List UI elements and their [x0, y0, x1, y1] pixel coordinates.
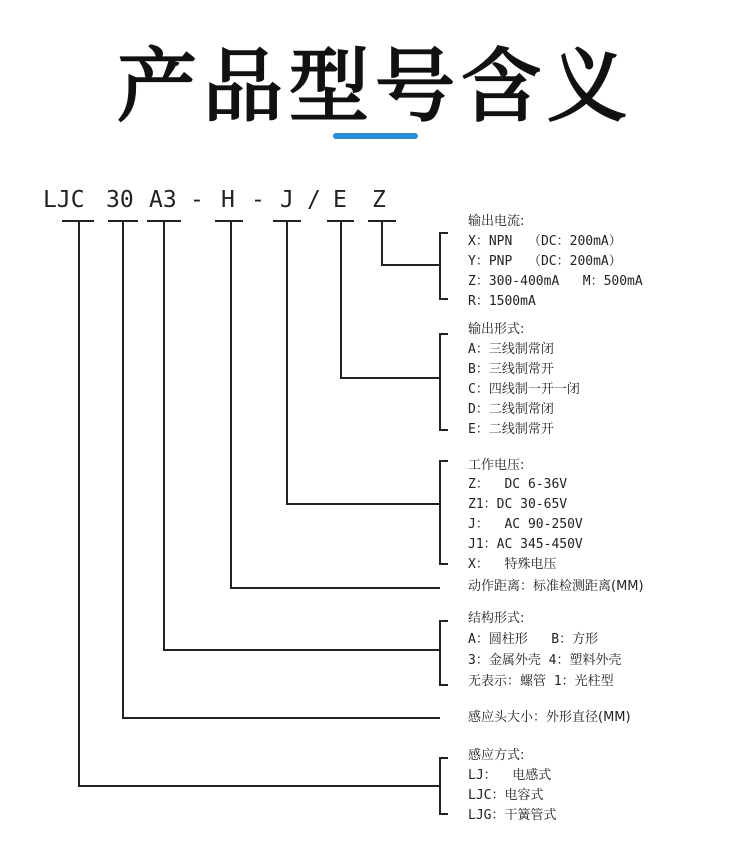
code-segment-output-current: Z — [372, 187, 386, 213]
connector-drop-output-form — [340, 220, 342, 378]
title-underline-bar — [333, 133, 418, 139]
connector-drop-ljc — [78, 220, 80, 786]
item-sensing-mode: LJ： 电感式 — [468, 768, 552, 783]
connector-drop-distance — [230, 220, 232, 588]
item-output-current: Y：PNP （DC：200mA） — [468, 254, 622, 269]
item-working-voltage: X： 特殊电压 — [468, 557, 557, 572]
item-structure: 无表示：螺管 1：光柱型 — [468, 674, 614, 689]
item-output-current: X：NPN （DC：200mA） — [468, 234, 622, 249]
connector-run-voltage — [286, 503, 440, 505]
bracket-tick — [439, 684, 448, 686]
code-segment-size: 30 — [106, 187, 134, 213]
connector-run-size — [122, 717, 440, 719]
item-output-form: C：四线制一开一闭 — [468, 382, 580, 397]
bracket-structure — [439, 620, 441, 686]
connector-run-ljc — [78, 785, 440, 787]
bracket-output-form — [439, 333, 441, 431]
page-title: 产品型号含义 — [117, 40, 633, 133]
item-working-voltage: J： AC 90-250V — [468, 517, 583, 532]
connector-run-output-current — [381, 264, 440, 266]
code-segment-dash-2: - — [251, 187, 265, 213]
bracket-tick — [439, 429, 448, 431]
heading-detection-distance: 动作距离：标准检测距离(MM) — [468, 579, 644, 594]
item-sensing-mode: LJC：电容式 — [468, 788, 544, 803]
heading-head-size: 感应头大小：外形直径(MM) — [468, 710, 631, 725]
item-output-form: B：三线制常开 — [468, 362, 554, 377]
code-segment-voltage: J — [280, 187, 294, 213]
connector-run-distance — [230, 587, 440, 589]
heading-sensing-mode: 感应方式: — [468, 748, 525, 763]
bracket-voltage — [439, 460, 441, 565]
item-working-voltage: J1：AC 345-450V — [468, 537, 583, 552]
code-segment-dash-1: - — [190, 187, 204, 213]
bracket-sensing-mode — [439, 757, 441, 815]
bracket-tick — [439, 813, 448, 815]
connector-drop-output-current — [381, 220, 383, 265]
code-segment-slash: / — [307, 187, 321, 213]
item-working-voltage: Z： DC 6-36V — [468, 477, 568, 492]
connector-drop-size — [122, 220, 124, 719]
heading-output-current: 输出电流: — [468, 214, 525, 229]
bracket-tick — [439, 620, 448, 622]
heading-structure: 结构形式: — [468, 611, 525, 626]
heading-output-form: 输出形式: — [468, 322, 525, 337]
item-output-current: R：1500mA — [468, 294, 536, 309]
connector-run-output-form — [340, 377, 440, 379]
code-segment-ljc: LJC — [43, 187, 85, 213]
heading-working-voltage: 工作电压: — [468, 458, 525, 473]
item-sensing-mode: LJG：干簧管式 — [468, 808, 557, 823]
bracket-tick — [439, 460, 448, 462]
item-structure: A：圆柱形 B：方形 — [468, 632, 599, 647]
bracket-tick — [439, 563, 448, 565]
item-output-form: D：二线制常闭 — [468, 402, 554, 417]
bracket-tick — [439, 232, 448, 234]
connector-drop-voltage — [286, 220, 288, 505]
bracket-output-current — [439, 232, 441, 300]
bracket-tick — [439, 333, 448, 335]
item-structure: 3：金属外壳 4：塑料外壳 — [468, 653, 622, 668]
code-segment-distance: H — [221, 187, 235, 213]
bracket-tick — [439, 298, 448, 300]
item-output-current: Z：300-400mA M：500mA — [468, 274, 643, 289]
item-output-form: E：二线制常开 — [468, 422, 554, 437]
code-segment-structure: A3 — [149, 187, 177, 213]
bracket-tick — [439, 757, 448, 759]
code-segment-output-form: E — [333, 187, 347, 213]
underline-distance — [215, 220, 243, 222]
item-working-voltage: Z1：DC 30-65V — [468, 497, 568, 512]
item-output-form: A：三线制常闭 — [468, 342, 554, 357]
connector-drop-structure — [163, 220, 165, 650]
connector-run-structure — [163, 649, 440, 651]
